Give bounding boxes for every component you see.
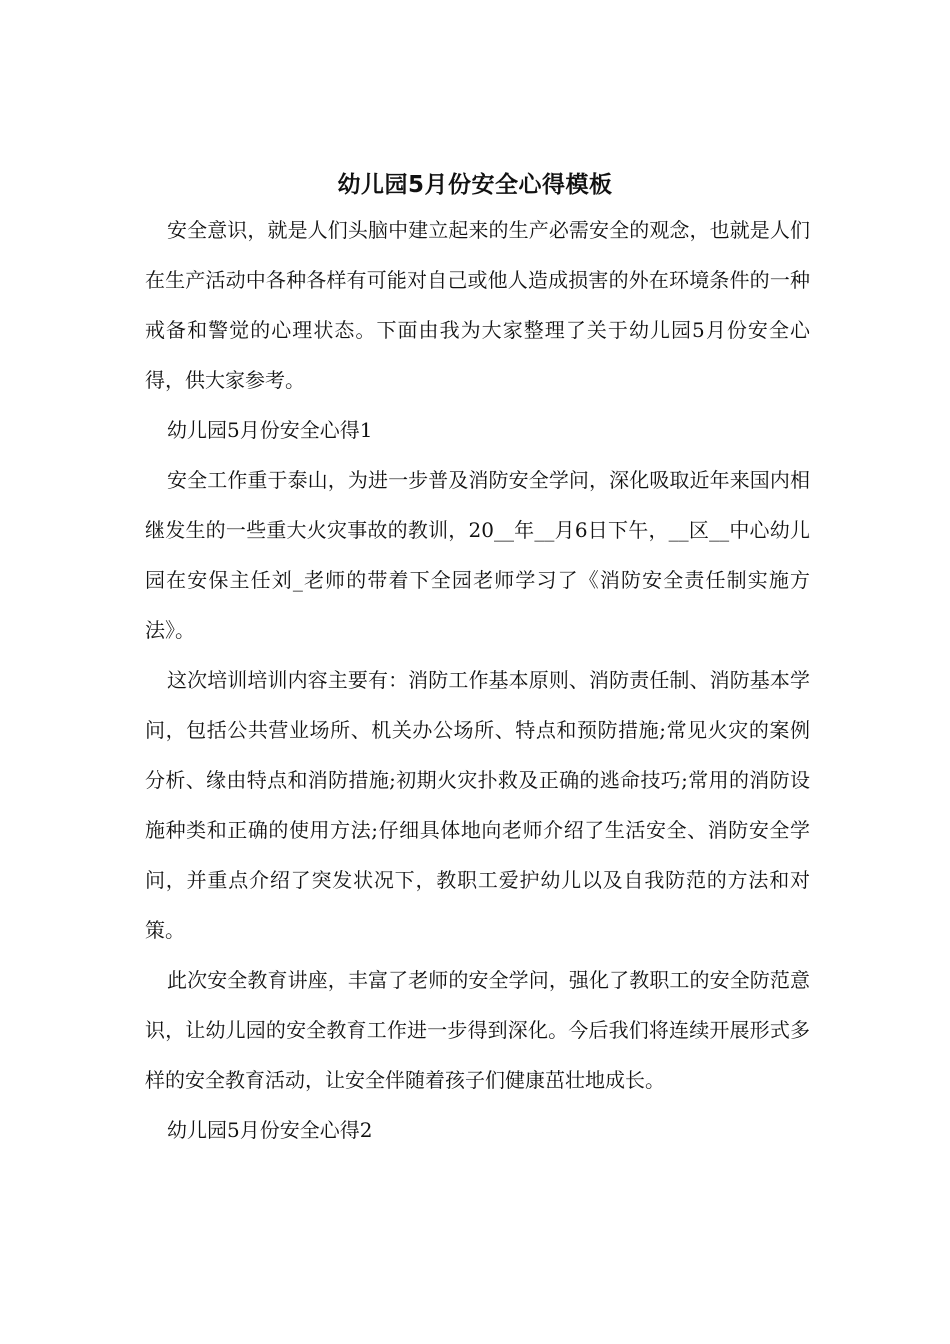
document-title: 幼儿园5月份安全心得模板	[337, 172, 613, 199]
section-1-paragraph-2: 这次培训培训内容主要有：消防工作基本原则、消防责任制、消防基本学问，包括公共营业场所、机关办公场所、特点和预防措施;常见火灾的案例分析、缘由特点和消防措施;初期火灾扑救及正确的逃命技巧;常用的消防设施种类和正确的使用方法;仔细具体地向老师介绍了生活安全、消防安全学问，并重点介绍了突发状况下，教职工爱护幼儿以及自我防范的方法和对策。	[145, 668, 810, 942]
section-heading-2: 幼儿园5月份安全心得2	[167, 1118, 373, 1142]
document-body	[145, 205, 810, 1155]
intro-paragraph: 安全意识，就是人们头脑中建立起来的生产必需安全的观念，也就是人们在生产活动中各种各样有可能对自己或他人造成损害的外在环境条件的一种戒备和警觉的心理状态。下面由我为大家整理了关于幼儿园5月份安全心得，供大家参考。	[145, 218, 810, 392]
section-heading-1: 幼儿园5月份安全心得1	[167, 418, 373, 442]
section-1-paragraph-1: 安全工作重于泰山，为进一步普及消防安全学问，深化吸取近年来国内相继发生的一些重大火灾事故的教训，20__年__月6日下午，__区__中心幼儿园在安保主任刘_老师的带着下全园老师学习了《消防安全责任制实施方法》。	[145, 468, 810, 642]
section-1-paragraph-3: 此次安全教育讲座，丰富了老师的安全学问，强化了教职工的安全防范意识，让幼儿园的安全教育工作进一步得到深化。今后我们将连续开展形式多样的安全教育活动，让安全伴随着孩子们健康茁壮地成长。	[145, 968, 810, 1092]
